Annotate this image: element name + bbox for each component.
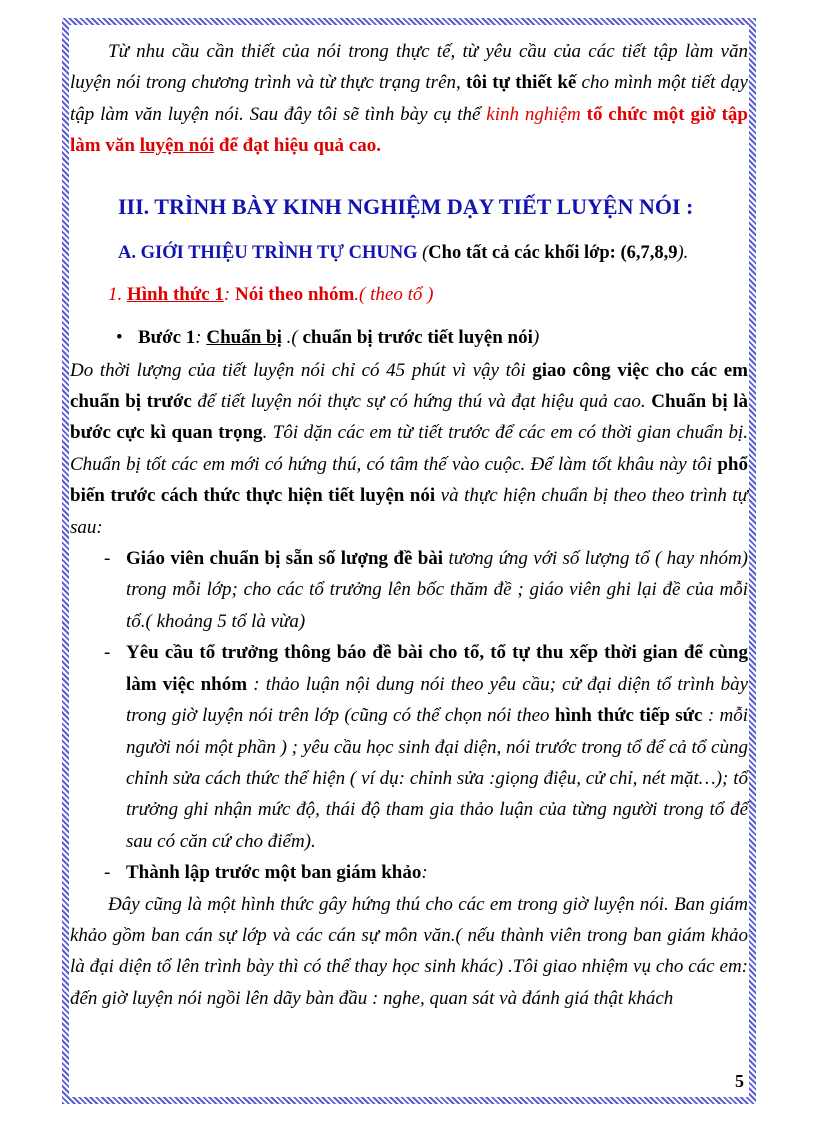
form-note: .( theo tổ )	[354, 283, 434, 305]
colon: :	[195, 326, 207, 348]
text-span: tương ứng với số lượng tổ ( hay nhóm) trong mỗi lớp; cho các tổ trưởng lên bốc thăm đề ; giáo viên ghi lại đề của mỗi tổ.( khoảng 5 tổ là vừa)	[126, 548, 748, 632]
step-1-paragraph	[70, 355, 748, 543]
highlight-bold-span: để đạt hiệu quả cao.	[214, 135, 381, 157]
text-span: : mỗi người nói một phần ) ; yêu cầu học sinh đại diện, nói trước trong tổ để cả tổ cùng chỉnh sửa cách thức thể hiện ( ví dụ: chỉnh sửa :giọng điệu, cử chỉ, nét mặt…); tổ trưởng ghi nhận mức độ, thái độ tham gia thảo luận của từng người trong tổ để sau có căn cứ cho điểm).	[126, 705, 749, 852]
text-span: . Tôi dặn các em từ tiết trước để các em có thời gian chuẩn bị. Chuẩn bị tốt các em mới có hứng thú, có tâm thế vào cuộc. Để làm tốt khâu này tôi	[70, 422, 748, 475]
list-number: 1.	[108, 283, 127, 305]
step-note: chuẩn bị trước tiết luyện nói	[302, 326, 533, 348]
highlight-bold-span: tổ chức một giờ tập làm văn	[70, 103, 748, 157]
paren-open: (	[422, 242, 429, 263]
text-span: và thực hiện chuẩn bị theo theo trình tự sau:	[70, 485, 748, 538]
text-span: cho mình một tiết dạy tập làm văn luyện nói. Sau đây tôi sẽ tình bày cụ thể	[70, 72, 748, 125]
bold-span: phổ biến trước cách thức thực hiện tiết luyện nói	[70, 453, 748, 507]
form-label: Hình thức 1	[127, 283, 224, 305]
text-span: Do thời lượng của tiết luyện nói chỉ có 45 phút vì vậy tôi	[70, 359, 533, 381]
dash-item-3	[70, 857, 748, 888]
intro-paragraph	[70, 36, 748, 162]
dash-item-1	[70, 543, 748, 637]
colon: :	[223, 283, 235, 305]
bold-span: hình thức tiếp sức	[554, 705, 703, 727]
form-1-heading	[108, 280, 748, 310]
bold-span: Chuẩn bị là bước cực kì quan trọng	[70, 391, 748, 444]
bold-span: Giáo viên chuẩn bị sẵn số lượng đề bài	[126, 548, 444, 570]
bold-span: tôi tự thiết kế	[465, 72, 577, 94]
paren-open: .(	[281, 326, 303, 348]
form-title: Nói theo nhóm	[235, 283, 355, 305]
heading-note: Cho tất cả các khối lớp: (6,7,8,9	[428, 242, 678, 263]
paren-close: )	[532, 326, 540, 348]
step-label: Bước 1	[138, 326, 196, 348]
bold-span: Yêu cầu tổ trưởng thông báo đề bài cho tổ, tổ tự thu xếp thời gian để cùng làm việc nhóm	[126, 642, 748, 695]
step-1-item	[116, 322, 748, 353]
text-span: để tiết luyện nói thực sự có hứng thú và đạt hiệu quả cao.	[191, 391, 652, 413]
text-span: Từ nhu cầu cần thiết của nói trong thực tế, từ yêu cầu của các tiết tập làm văn luyện nói trong chương trình và từ thực trạng trên,	[70, 41, 748, 94]
dash-marker: -	[104, 642, 111, 664]
highlight-underline-span: luyện nói	[139, 135, 215, 157]
subsection-heading-a	[118, 238, 748, 268]
page-number: 5	[735, 1071, 744, 1091]
step-title: Chuẩn bị	[206, 326, 282, 348]
paren-close: ).	[677, 242, 689, 263]
document-body	[70, 36, 748, 1014]
jury-paragraph: Đây cũng là một hình thức gây hứng thú cho các em trong giờ luyện nói. Ban giám khảo gồm ban cán sự lớp và các cán sự môn văn.( nếu thành viên trong ban giám khảo là đại diện tổ lên trình bày thì có thể thay học sinh khác) .Tôi giao nhiệm vụ cho các em: đến giờ luyện nói ngồi lên dãy bàn đầu : nghe, quan sát và đánh giá thật khách	[70, 893, 748, 1009]
section-heading-iii: III. TRÌNH BÀY KINH NGHIỆM DẠY TIẾT LUYỆN NÓI :	[118, 193, 694, 219]
dash-marker: -	[104, 548, 111, 570]
dash-marker: -	[104, 862, 111, 884]
text-span: :	[421, 862, 428, 884]
heading-text: A. GIỚI THIỆU TRÌNH TỰ CHUNG	[118, 242, 423, 263]
bold-span: Thành lập trước một ban giám khảo	[126, 862, 422, 884]
text-span: : thảo luận nội dung nói theo yêu cầu; cử đại diện tổ trình bày trong giờ luyện nói trên lớp (cũng có thể chọn nói theo	[126, 673, 748, 727]
dash-item-2	[70, 637, 748, 857]
bold-span: giao công việc cho các em chuẩn bị trước	[70, 359, 748, 413]
bullet-icon: •	[116, 326, 123, 348]
highlight-span: kinh nghiệm	[486, 103, 581, 125]
